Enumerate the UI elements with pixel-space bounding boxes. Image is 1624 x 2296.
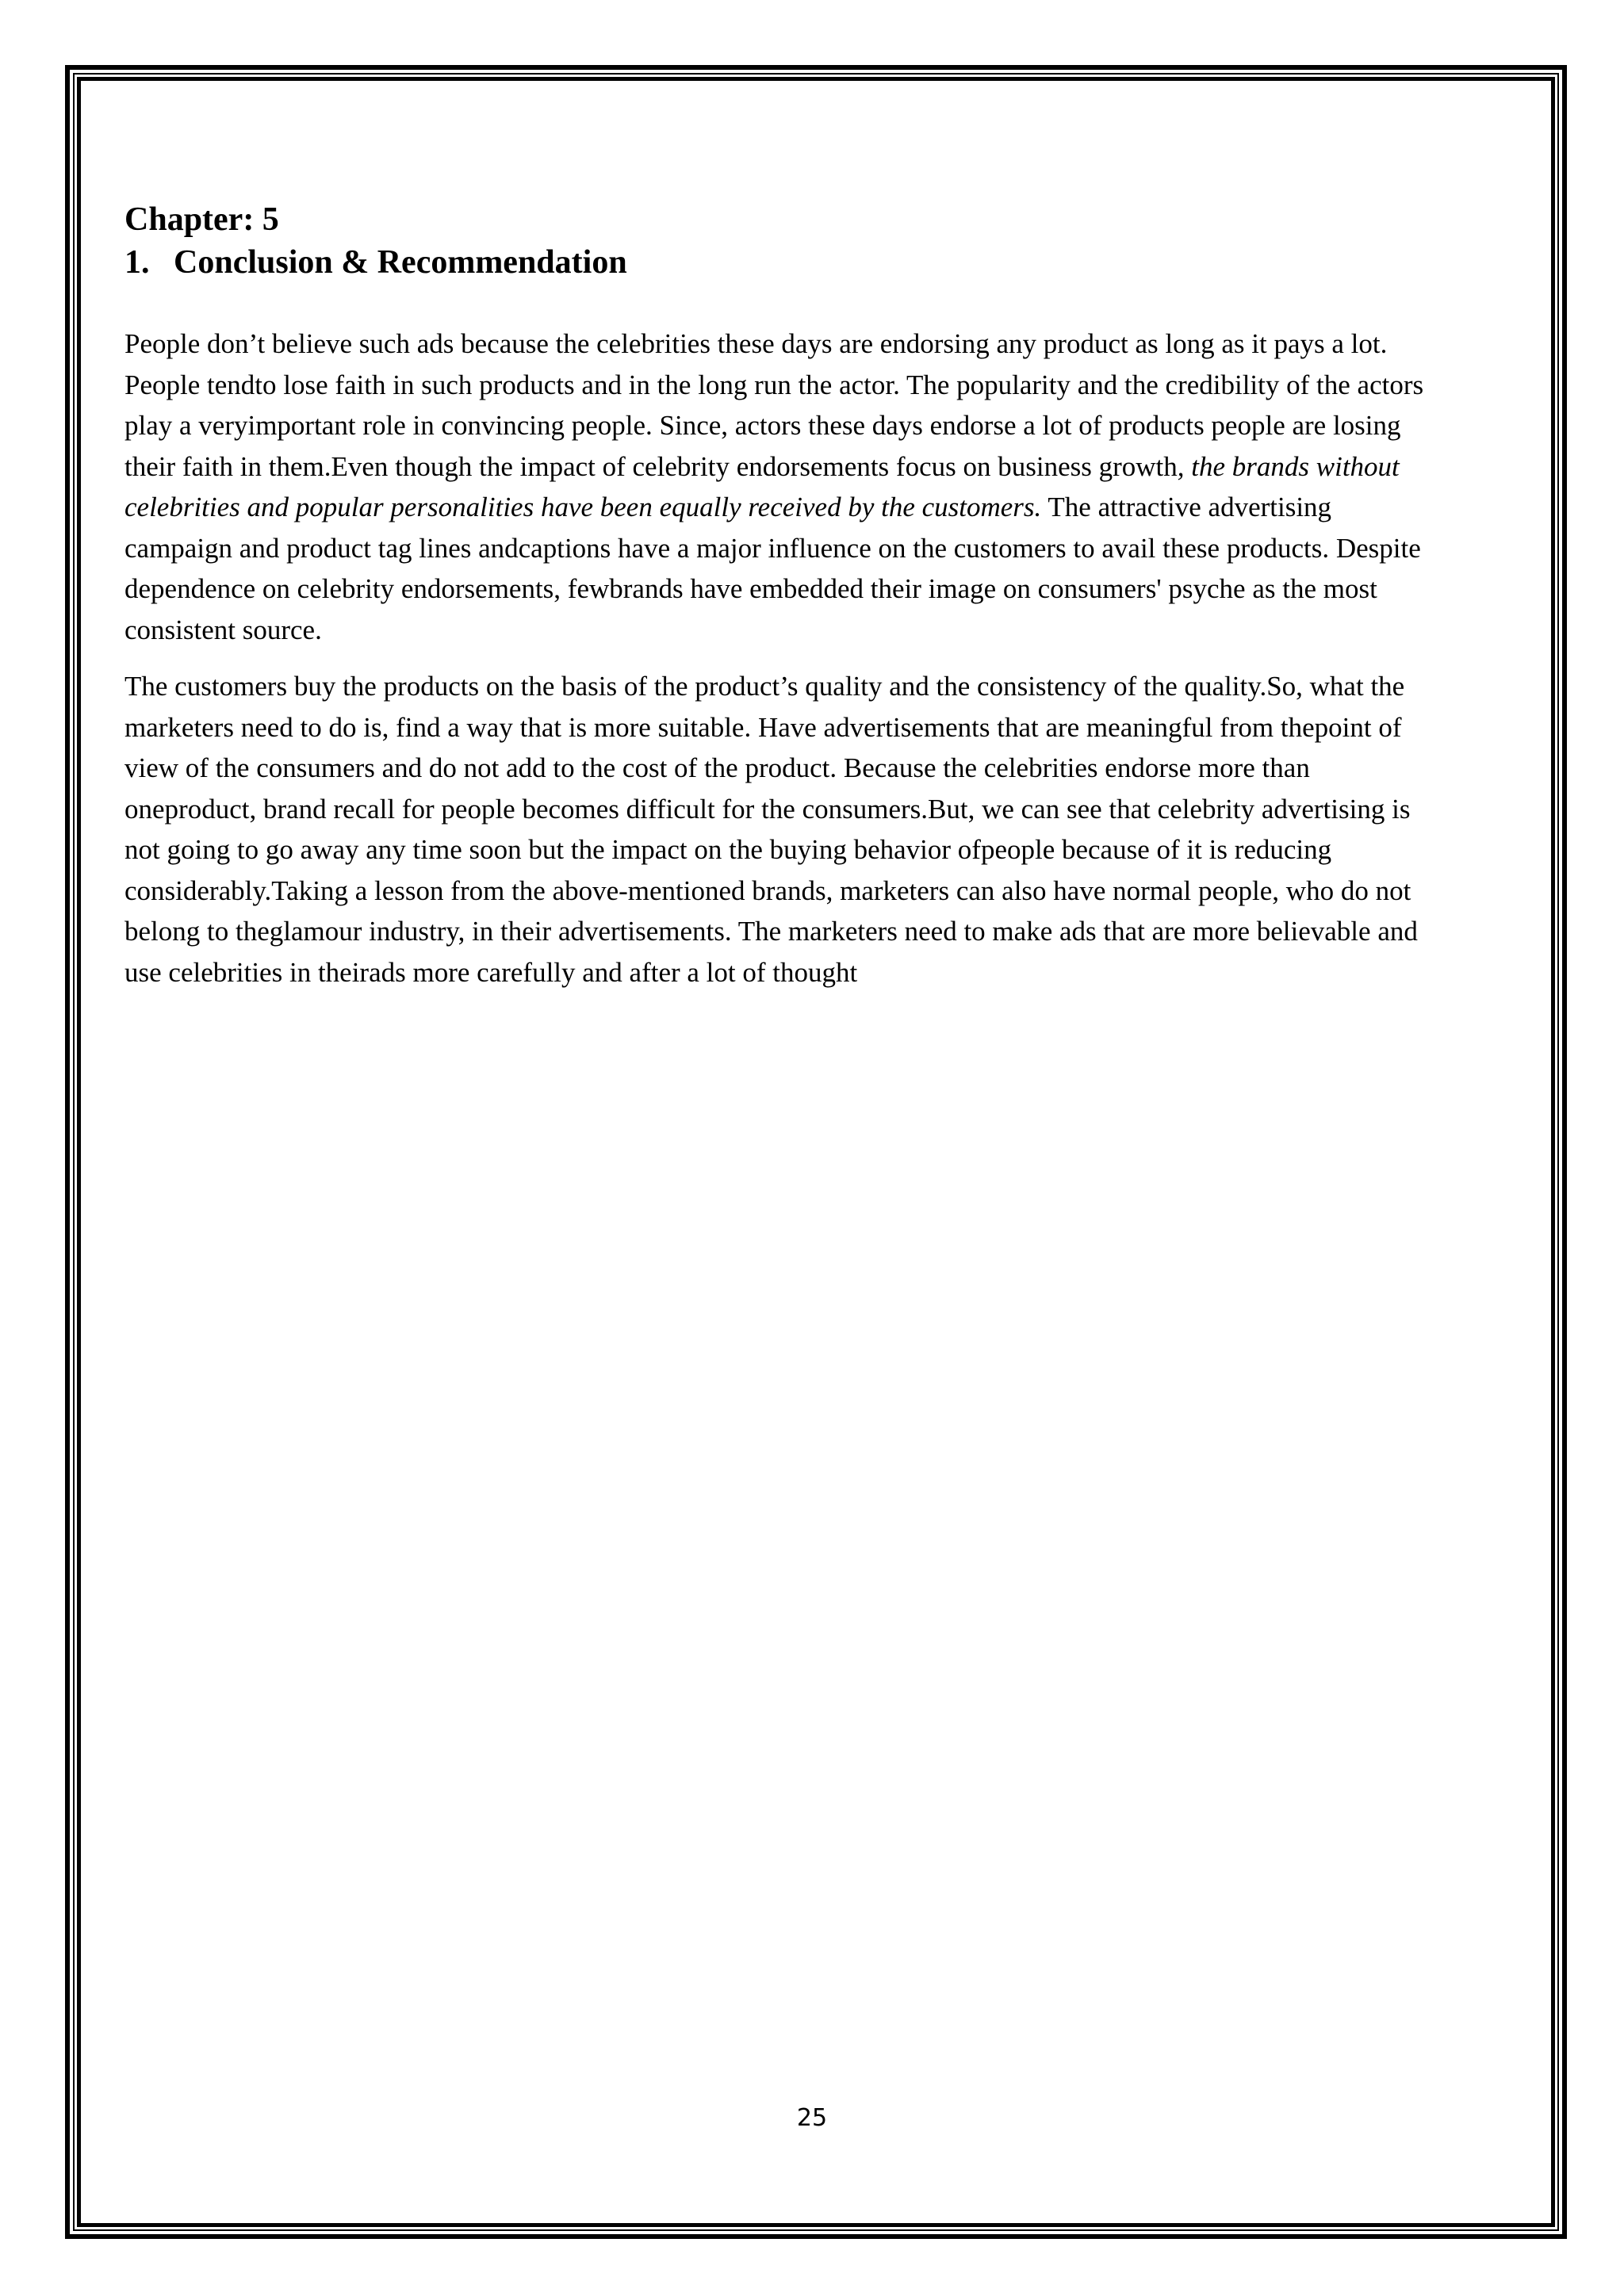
paragraph-1-text-a: People don’t believe such ads because the celebrities these days are endorsing any product as long as it pays a lot. People tendto lose faith in such products and in the long run the actor. The popularity and the credibility of the actors play a veryimportant role in convincing people. Since, actors these days endorse a lot of products people are losing their faith in them.Even though the impact of celebrity endorsements focus on business growth bbox=[124, 328, 1424, 482]
section-number: 1. bbox=[124, 244, 150, 281]
page-content bbox=[124, 198, 1425, 1008]
paragraph-1 bbox=[124, 323, 1425, 650]
page-number: 25 bbox=[796, 2104, 828, 2132]
section-title: Conclusion & Recommendation bbox=[174, 244, 627, 281]
chapter-heading: Chapter: 5 bbox=[124, 201, 279, 238]
section-heading bbox=[124, 241, 1425, 284]
paragraph-1-italic: , the brands without celebrities and popular personalities have been equally received by the customers. bbox=[124, 450, 1400, 522]
paragraph-1-text-b: The attractive advertising campaign and product tag lines andcaptions have a major influence on the customers to avail these products. Despite dependence on celebrity endorsements, fewbrands have embedded their image on consumers' psyche as the most consistent source. bbox=[124, 492, 1421, 645]
paragraph-2: The customers buy the products on the basis of the product’s quality and the consistency of the quality.So, what the marketers need to do is, find a way that is more suitable. Have advertisements that are meaningful from thepoint of view of the consumers and do not add to the cost of the product. Because the celebrities endorse more than oneproduct, brand recall for people becomes difficult for the consumers.But, we can see that celebrity advertising is not going to go away any time soon but the impact on the buying behavior ofpeople because of it is reducing considerably.Taking a lesson from the above-mentioned brands, marketers can also have normal people, who do not belong to theglamour industry, in their advertisements. The marketers need to make ads that are more believable and use celebrities in theirads more carefully and after a lot of thought bbox=[124, 671, 1418, 988]
